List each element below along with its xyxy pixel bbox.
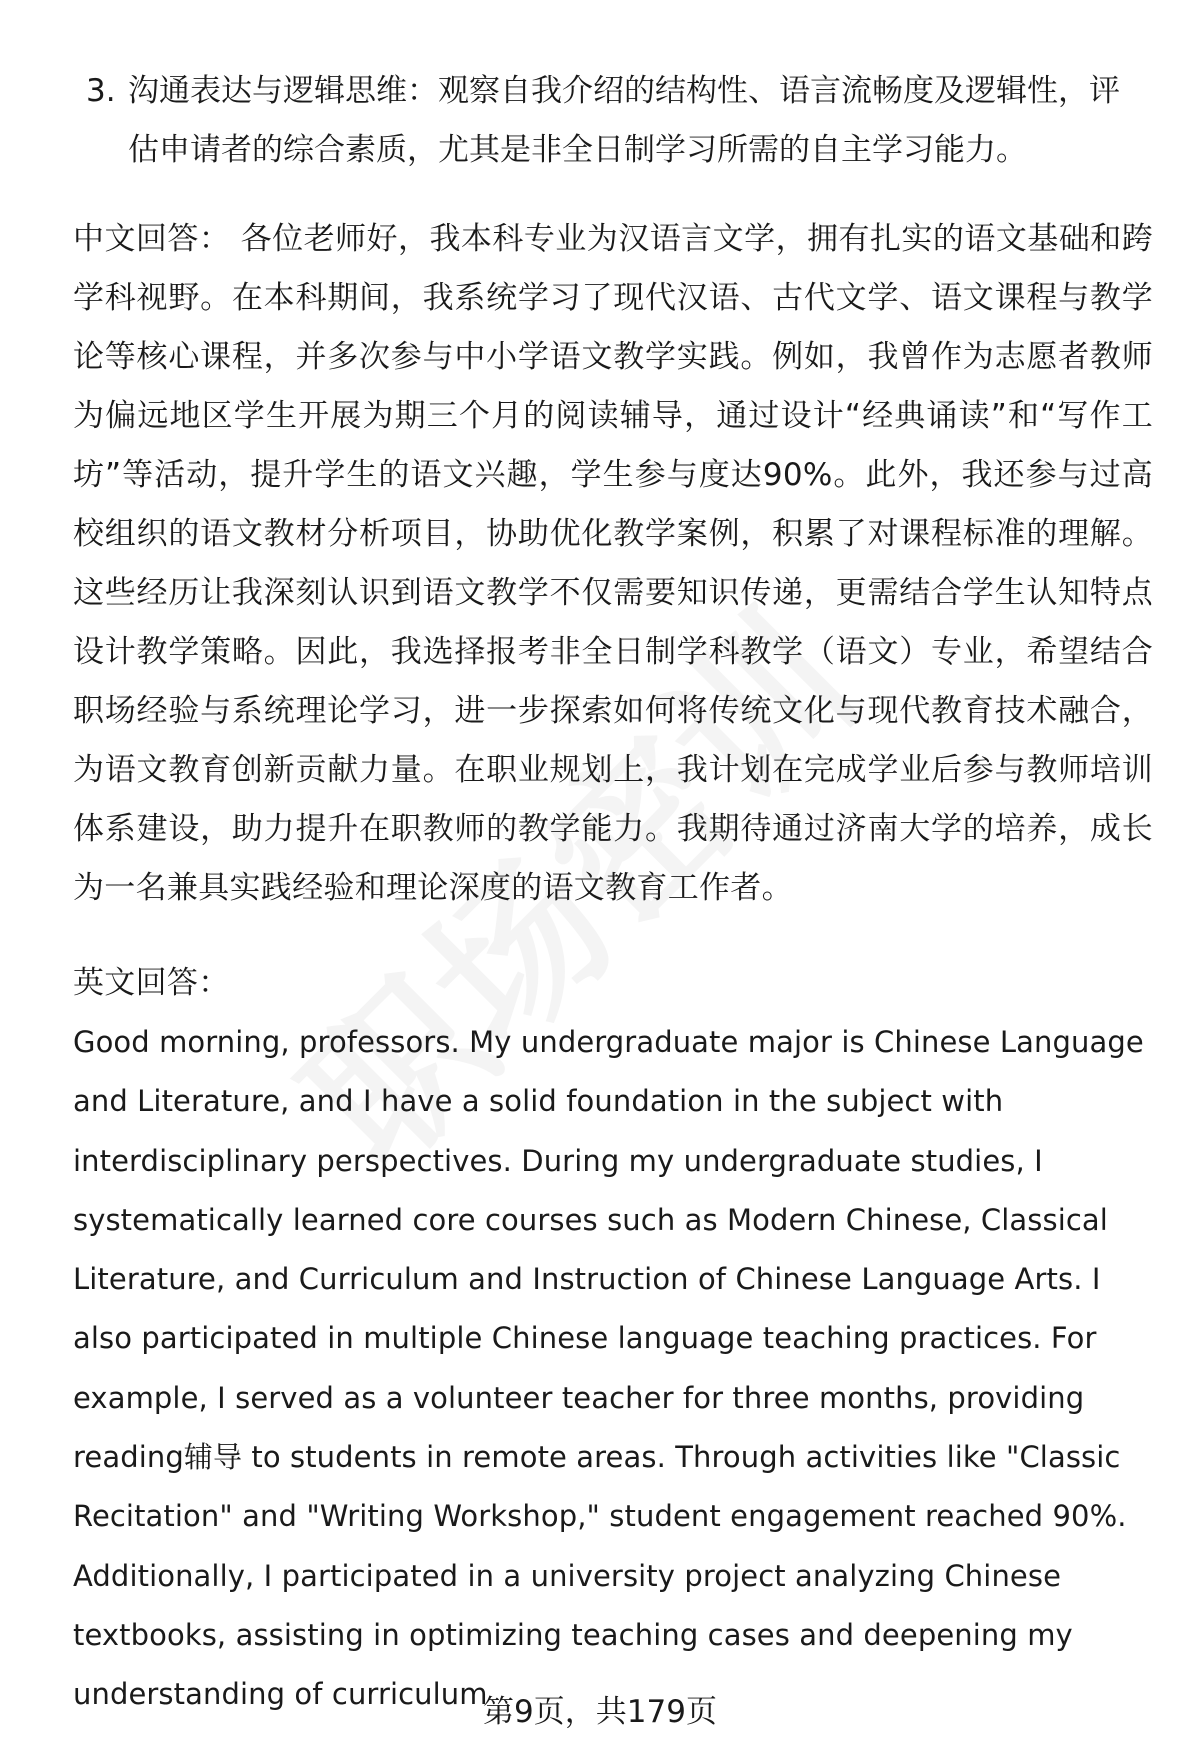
page-number-footer: 第9页，共179页 [483, 1694, 717, 1730]
list-item-number: 3. [86, 73, 116, 109]
english-answer-heading: 英文回答： [73, 965, 230, 1001]
list-item-text: 沟通表达与逻辑思维：观察自我介绍的结构性、语言流畅度及逻辑性，评估申请者的综合素质，尤其是非全日制学习所需的自主学习能力。 [128, 73, 1120, 168]
numbered-list-item [86, 62, 1146, 180]
chinese-answer-paragraph: 中文回答： 各位老师好，我本科专业为汉语言文学，拥有扎实的语文基础和跨学科视野。在本科期间，我系统学习了现代汉语、古代文学、语文课程与教学论等核心课程，并多次参与中小学语文教学实践。例如，我曾作为志愿者教师为偏远地区学生开展为期三个月的阅读辅导，通过设计“经典诵读”和“写作工坊”等活动，提升学生的语文兴趣，学生参与度达90%。此外，我还参与过高校组织的语文教材分析项目，协助优化教学案例，积累了对课程标准的理解。这些经历让我深刻认识到语文教学不仅需要知识传递，更需结合学生认知特点设计教学策略。因此，我选择报考非全日制学科教学（语文）专业，希望结合职场经验与系统理论学习，进一步探索如何将传统文化与现代教育技术融合，为语文教育创新贡献力量。在职业规划上，我计划在完成学业后参与教师培训体系建设，助力提升在职教师的教学能力。我期待通过济南大学的培养，成长为一名兼具实践经验和理论深度的语文教育工作者。 [73, 221, 1153, 906]
english-answer-paragraph: Good morning, professors. My undergraduate major is Chinese Language and Literature, and I have a solid foundation in the subject with interdisciplinary perspectives. During my undergraduate studies, I systematically learned core courses such as Modern Chinese, Classical Literature, and Curriculum and Instruction of Chinese Language Arts. I also participated in multiple Chinese language teaching practices. For example, I served as a volunteer teacher for three months, providing reading辅导 to students in remote areas. Through activities like "Classic Recitation" and "Writing Workshop," student engagement reached 90%. Additionally, I participated in a university project analyzing Chinese textbooks, assisting in optimizing teaching cases and deepening my understanding of curriculum [73, 1025, 1144, 1712]
